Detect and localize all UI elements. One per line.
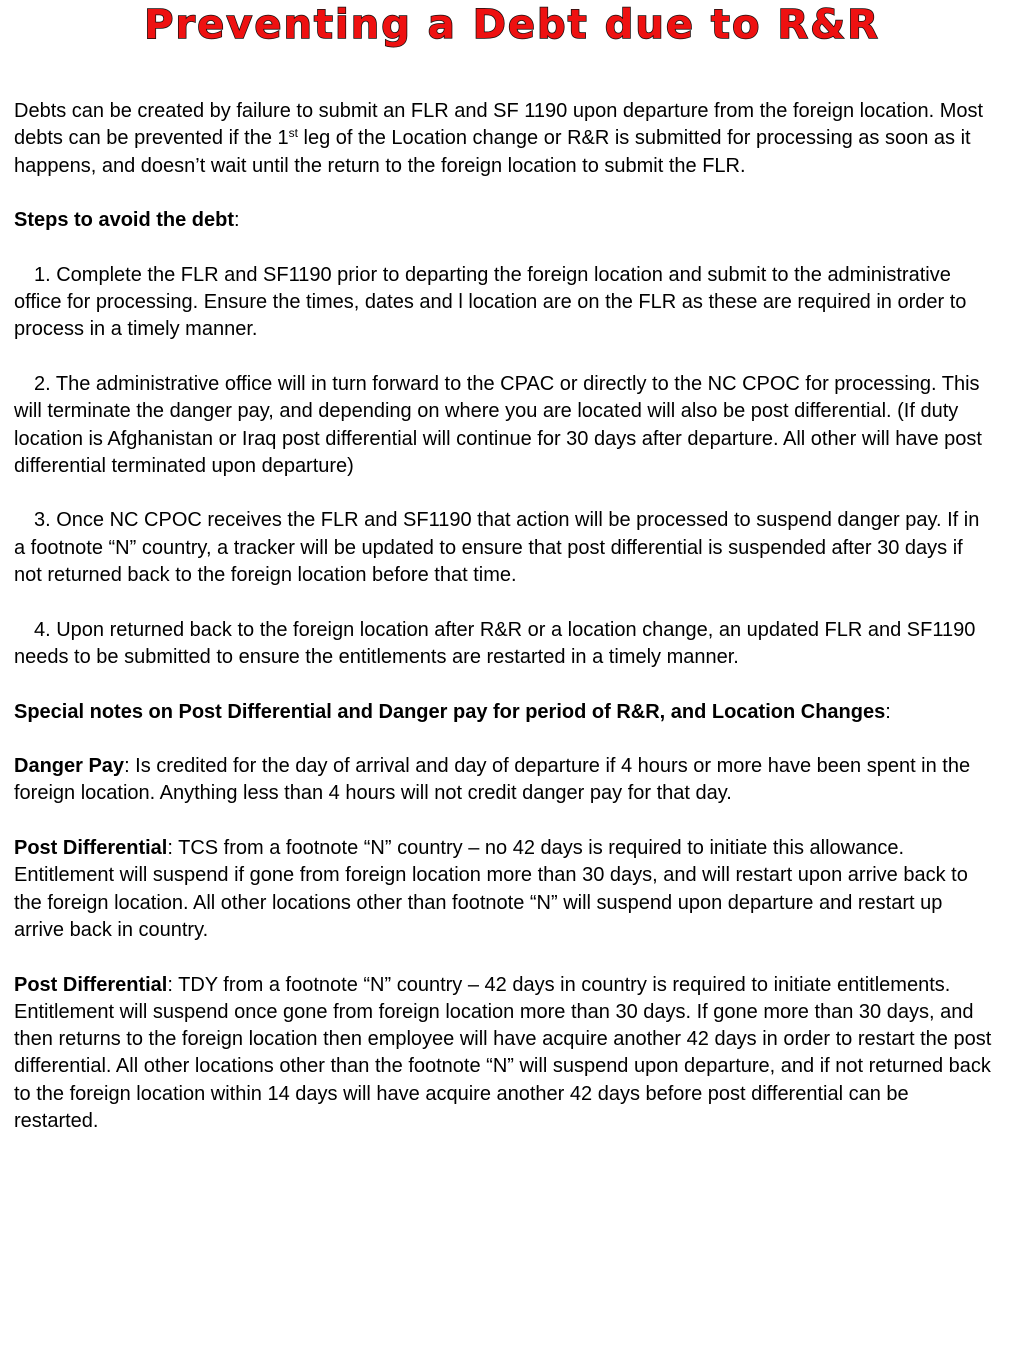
step-text: 2. The administrative office will in turn forward to the CPAC or directly to the NC CPOC for processing. This will terminate the danger pay, and depending on where you are located will also be post differential. (If duty location is Afghanistan or Iraq post differential will continue for 30 days after departure. All other will have post differential terminated upon departure) (14, 372, 982, 477)
step-item (14, 371, 994, 480)
note-label: Post Differential (14, 837, 168, 860)
step-text: 4. Upon returned back to the foreign location after R&R or a location change, an updated FLR and SF1190 needs to be submitted to ensure the entitlements are restarted in a timely manner. (14, 618, 976, 668)
note-danger-pay (14, 753, 994, 808)
note-label: Post Differential (14, 973, 168, 996)
special-notes-heading-colon: : (885, 700, 891, 723)
step-text: 3. Once NC CPOC receives the FLR and SF1190 that action will be processed to suspend danger pay. If in a footnote “N” country, a tracker will be updated to ensure that post differential is suspended after 30 days if not returned back to the foreign location before that time. (14, 509, 980, 587)
steps-heading-colon: : (234, 209, 240, 232)
step-item (14, 617, 994, 672)
note-post-differential-tdy (14, 972, 994, 1136)
steps-heading (14, 207, 994, 234)
intro-text-end: leg of the Location change or R&R is submitted for processing as soon as it happens, and doesn’t wait until the return to the foreign location to submit the FLR. (14, 127, 971, 177)
intro-paragraph (14, 98, 994, 180)
ordinal-superscript: st (288, 126, 298, 141)
note-text: : Is credited for the day of arrival and day of departure if 4 hours or more have been spent in the foreign location. Anything less than 4 hours will not credit danger pay for that day. (14, 755, 971, 805)
steps-heading-text: Steps to avoid the debt (14, 209, 235, 232)
note-text: : TCS from a footnote “N” country – no 42 days is required to initiate this allowance. Entitlement will suspend if gone from foreign location more than 30 days, and will restart upon arrive back to the foreign location. All other locations other than footnote “N” will suspend upon departure and restart up arrive back in country. (14, 837, 968, 941)
note-post-differential-tcs (14, 835, 994, 944)
note-text: : TDY from a footnote “N” country – 42 days in country is required to initiate entitlements. Entitlement will suspend once gone from foreign location more than 30 days. If gone more than 30 days, and then returns to the foreign location then employee will have acquire another 42 days in order to restart the post differential. All other locations other than the footnote “N” will suspend upon departure, and if not returned back to the foreign location within 14 days will have acquire another 42 days before post differential can be restarted. (14, 973, 992, 1132)
document-body (14, 98, 994, 1163)
step-item (14, 507, 994, 589)
special-notes-heading-text: Special notes on Post Differential and Danger pay for period of R&R, and Location Changes (14, 700, 886, 723)
intro-text-start: Debts can be created by failure to submit an FLR and SF 1190 upon departure from the foreign location. Most debts can be prevented if the 1 (14, 100, 984, 150)
special-notes-heading (14, 699, 994, 726)
step-text: 1. Complete the FLR and SF1190 prior to departing the foreign location and submit to the administrative office for processing. Ensure the times, dates and l location are on the FLR as these are required in order to process in a timely manner. (14, 263, 967, 341)
note-label: Danger Pay (14, 755, 125, 778)
page-title: Preventing a Debt due to R&R (144, 2, 880, 48)
step-item (14, 262, 994, 344)
